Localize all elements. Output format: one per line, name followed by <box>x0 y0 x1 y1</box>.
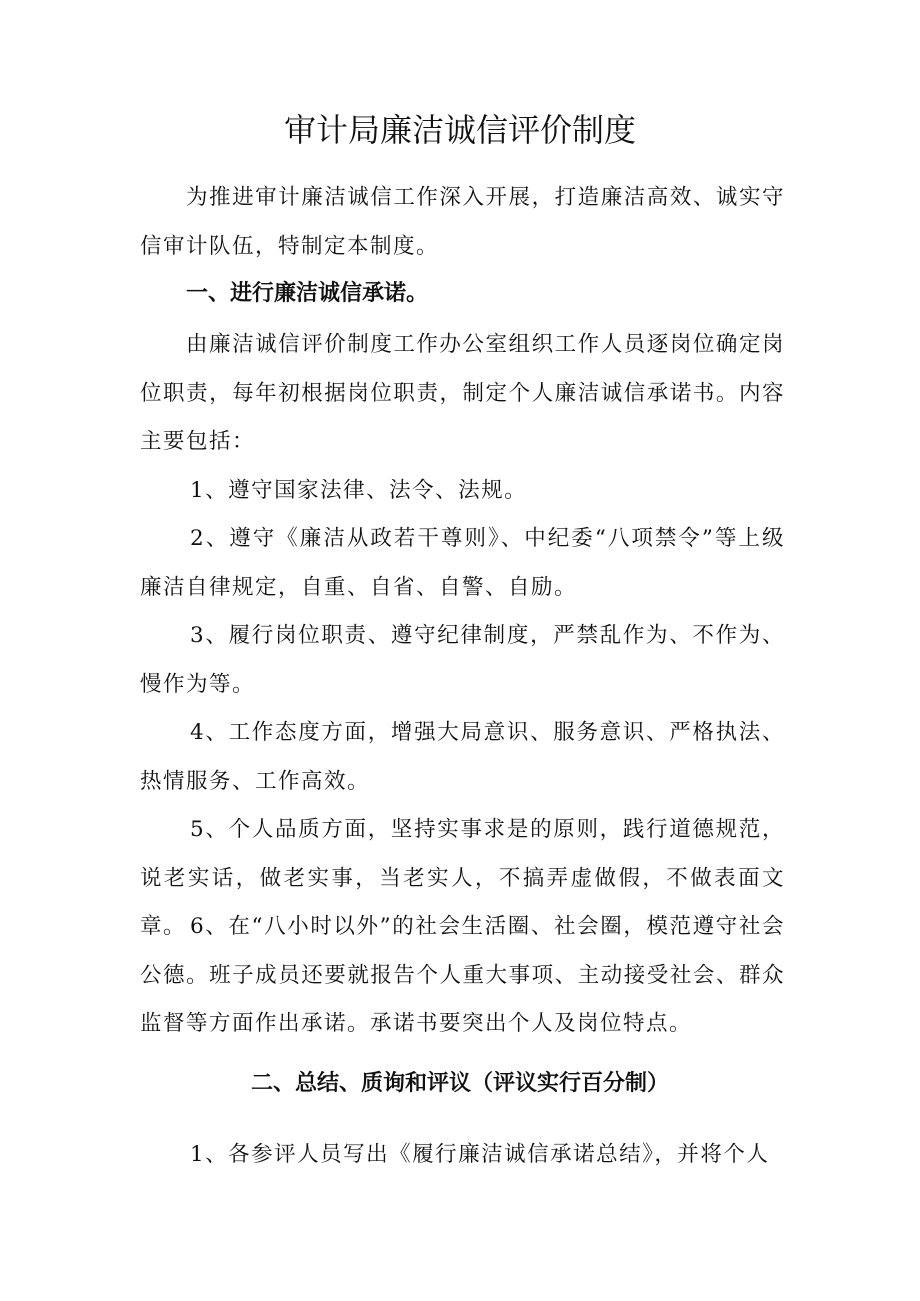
section-1-item-4: 4、工作态度方面，增强大局意识、服务意识、严格执法、热情服务、工作高效。 <box>140 720 785 794</box>
section-1-item-3: 3、履行岗位职责、遵守纪律制度，严禁乱作为、不作为、慢作为等。 <box>140 623 785 697</box>
section-1-item-2: 2、遵守《廉洁从政若干尊则》、中纪委“八项禁令”等上级廉洁自律规定，自重、自省、自警、自励。 <box>140 526 785 600</box>
section-1-heading: 一、进行廉洁诚信承诺。 <box>186 281 429 306</box>
section-1-paragraph: 由廉洁诚信评价制度工作办公室组织工作人员逐岗位确定岗位职责，每年初根据岗位职责，制定个人廉洁诚信承诺书。内容主要包括： <box>140 332 785 454</box>
section-2-item-1: 1、各参评人员写出《履行廉洁诚信承诺总结》，并将个人 <box>190 1142 770 1167</box>
section-1-item-6: 6、在“八小时以外”的社会生活圈、社会圈，模范遵守社会公德。班子成员还要就报告个人重大事项、主动接受社会、群众监督等方面作出承诺。承诺书要突出个人及岗位特点。 <box>140 914 785 1036</box>
section-1-item-5: 5、个人品质方面，坚持实事求是的原则，践行道德规范，说老实话，做老实事，当老实人，不搞弄虚做假，不做表面文章。 <box>140 817 785 939</box>
section-1-item-1: 1、遵守国家法律、法令、法规。 <box>190 478 528 503</box>
section-2-heading: 二、总结、质询和评议（评议实行百分制） <box>250 1071 669 1096</box>
intro-paragraph: 为推进审计廉洁诚信工作深入开展，打造廉洁高效、诚实守信审计队伍，特制定本制度。 <box>140 185 785 259</box>
document-title: 审计局廉洁诚信评价制度 <box>283 111 636 149</box>
